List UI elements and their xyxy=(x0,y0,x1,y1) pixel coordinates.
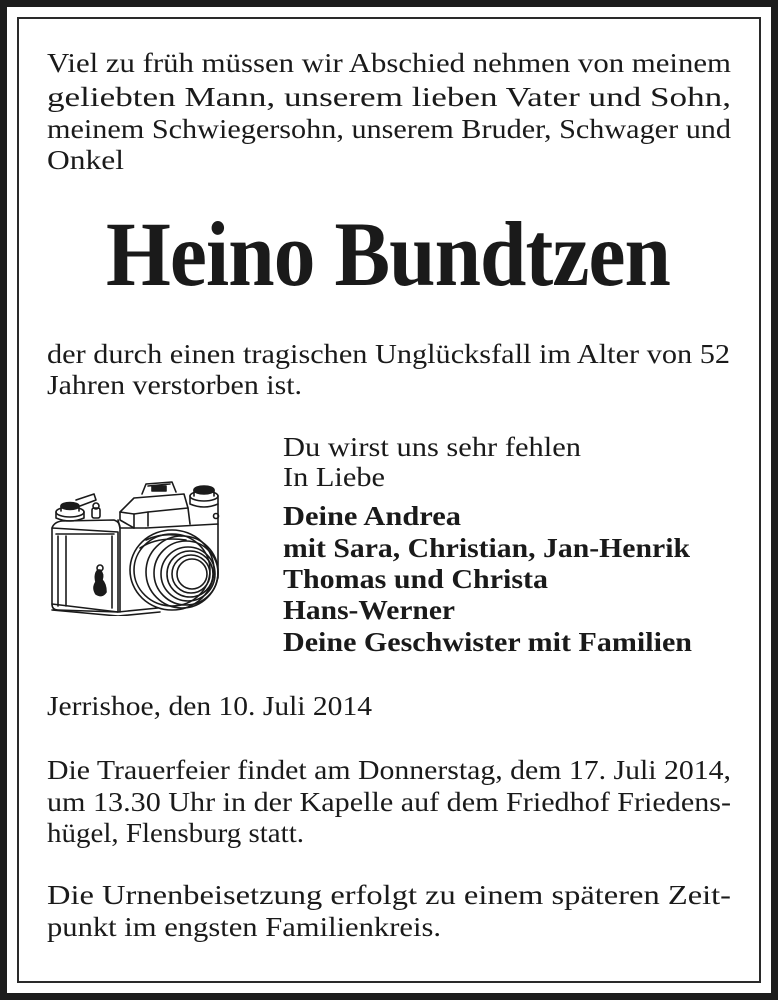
place-date-line: Jerrishoe, den 10. Juli 2014 xyxy=(47,690,372,721)
funeral-service-line: Die Trauerfeier findet am Donnerstag, dem 17. Juli 2014, xyxy=(47,754,731,785)
circumstance-line: Jahren verstorben ist. xyxy=(47,369,302,400)
camera-icon xyxy=(48,478,226,616)
mourner-line: mit Sara, Christian, Jan-Henrik xyxy=(283,532,690,563)
funeral-service-line: hügel, Flensburg statt. xyxy=(47,817,304,848)
mourner-line: Hans-Werner xyxy=(283,594,455,625)
deceased-name: Heino Bundtzen xyxy=(106,202,670,305)
intro-line: meinem Schwiegersohn, unserem Bruder, Schwager und xyxy=(47,113,731,144)
farewell-line: Du wirst uns sehr fehlen xyxy=(283,431,581,462)
urn-burial-line: Die Urnenbeisetzung erfolgt zu einem späteren Zeit- xyxy=(47,879,732,910)
farewell-line: In Liebe xyxy=(283,461,385,492)
mourner-line: Deine Geschwister mit Familien xyxy=(283,626,692,657)
mourner-line: Deine Andrea xyxy=(283,500,461,531)
intro-line: Onkel xyxy=(47,144,124,175)
urn-burial-line: punkt im engsten Familienkreis. xyxy=(47,911,441,942)
circumstance-line: der durch einen tragischen Unglücksfall im Alter von 52 xyxy=(47,338,730,369)
mourner-line: Thomas und Christa xyxy=(283,563,548,594)
intro-line: geliebten Mann, unserem lieben Vater und Sohn, xyxy=(47,81,731,112)
funeral-service-line: um 13.30 Uhr in der Kapelle auf dem Friedhof Friedens- xyxy=(47,786,731,817)
intro-line: Viel zu früh müssen wir Abschied nehmen von meinem xyxy=(47,47,731,78)
